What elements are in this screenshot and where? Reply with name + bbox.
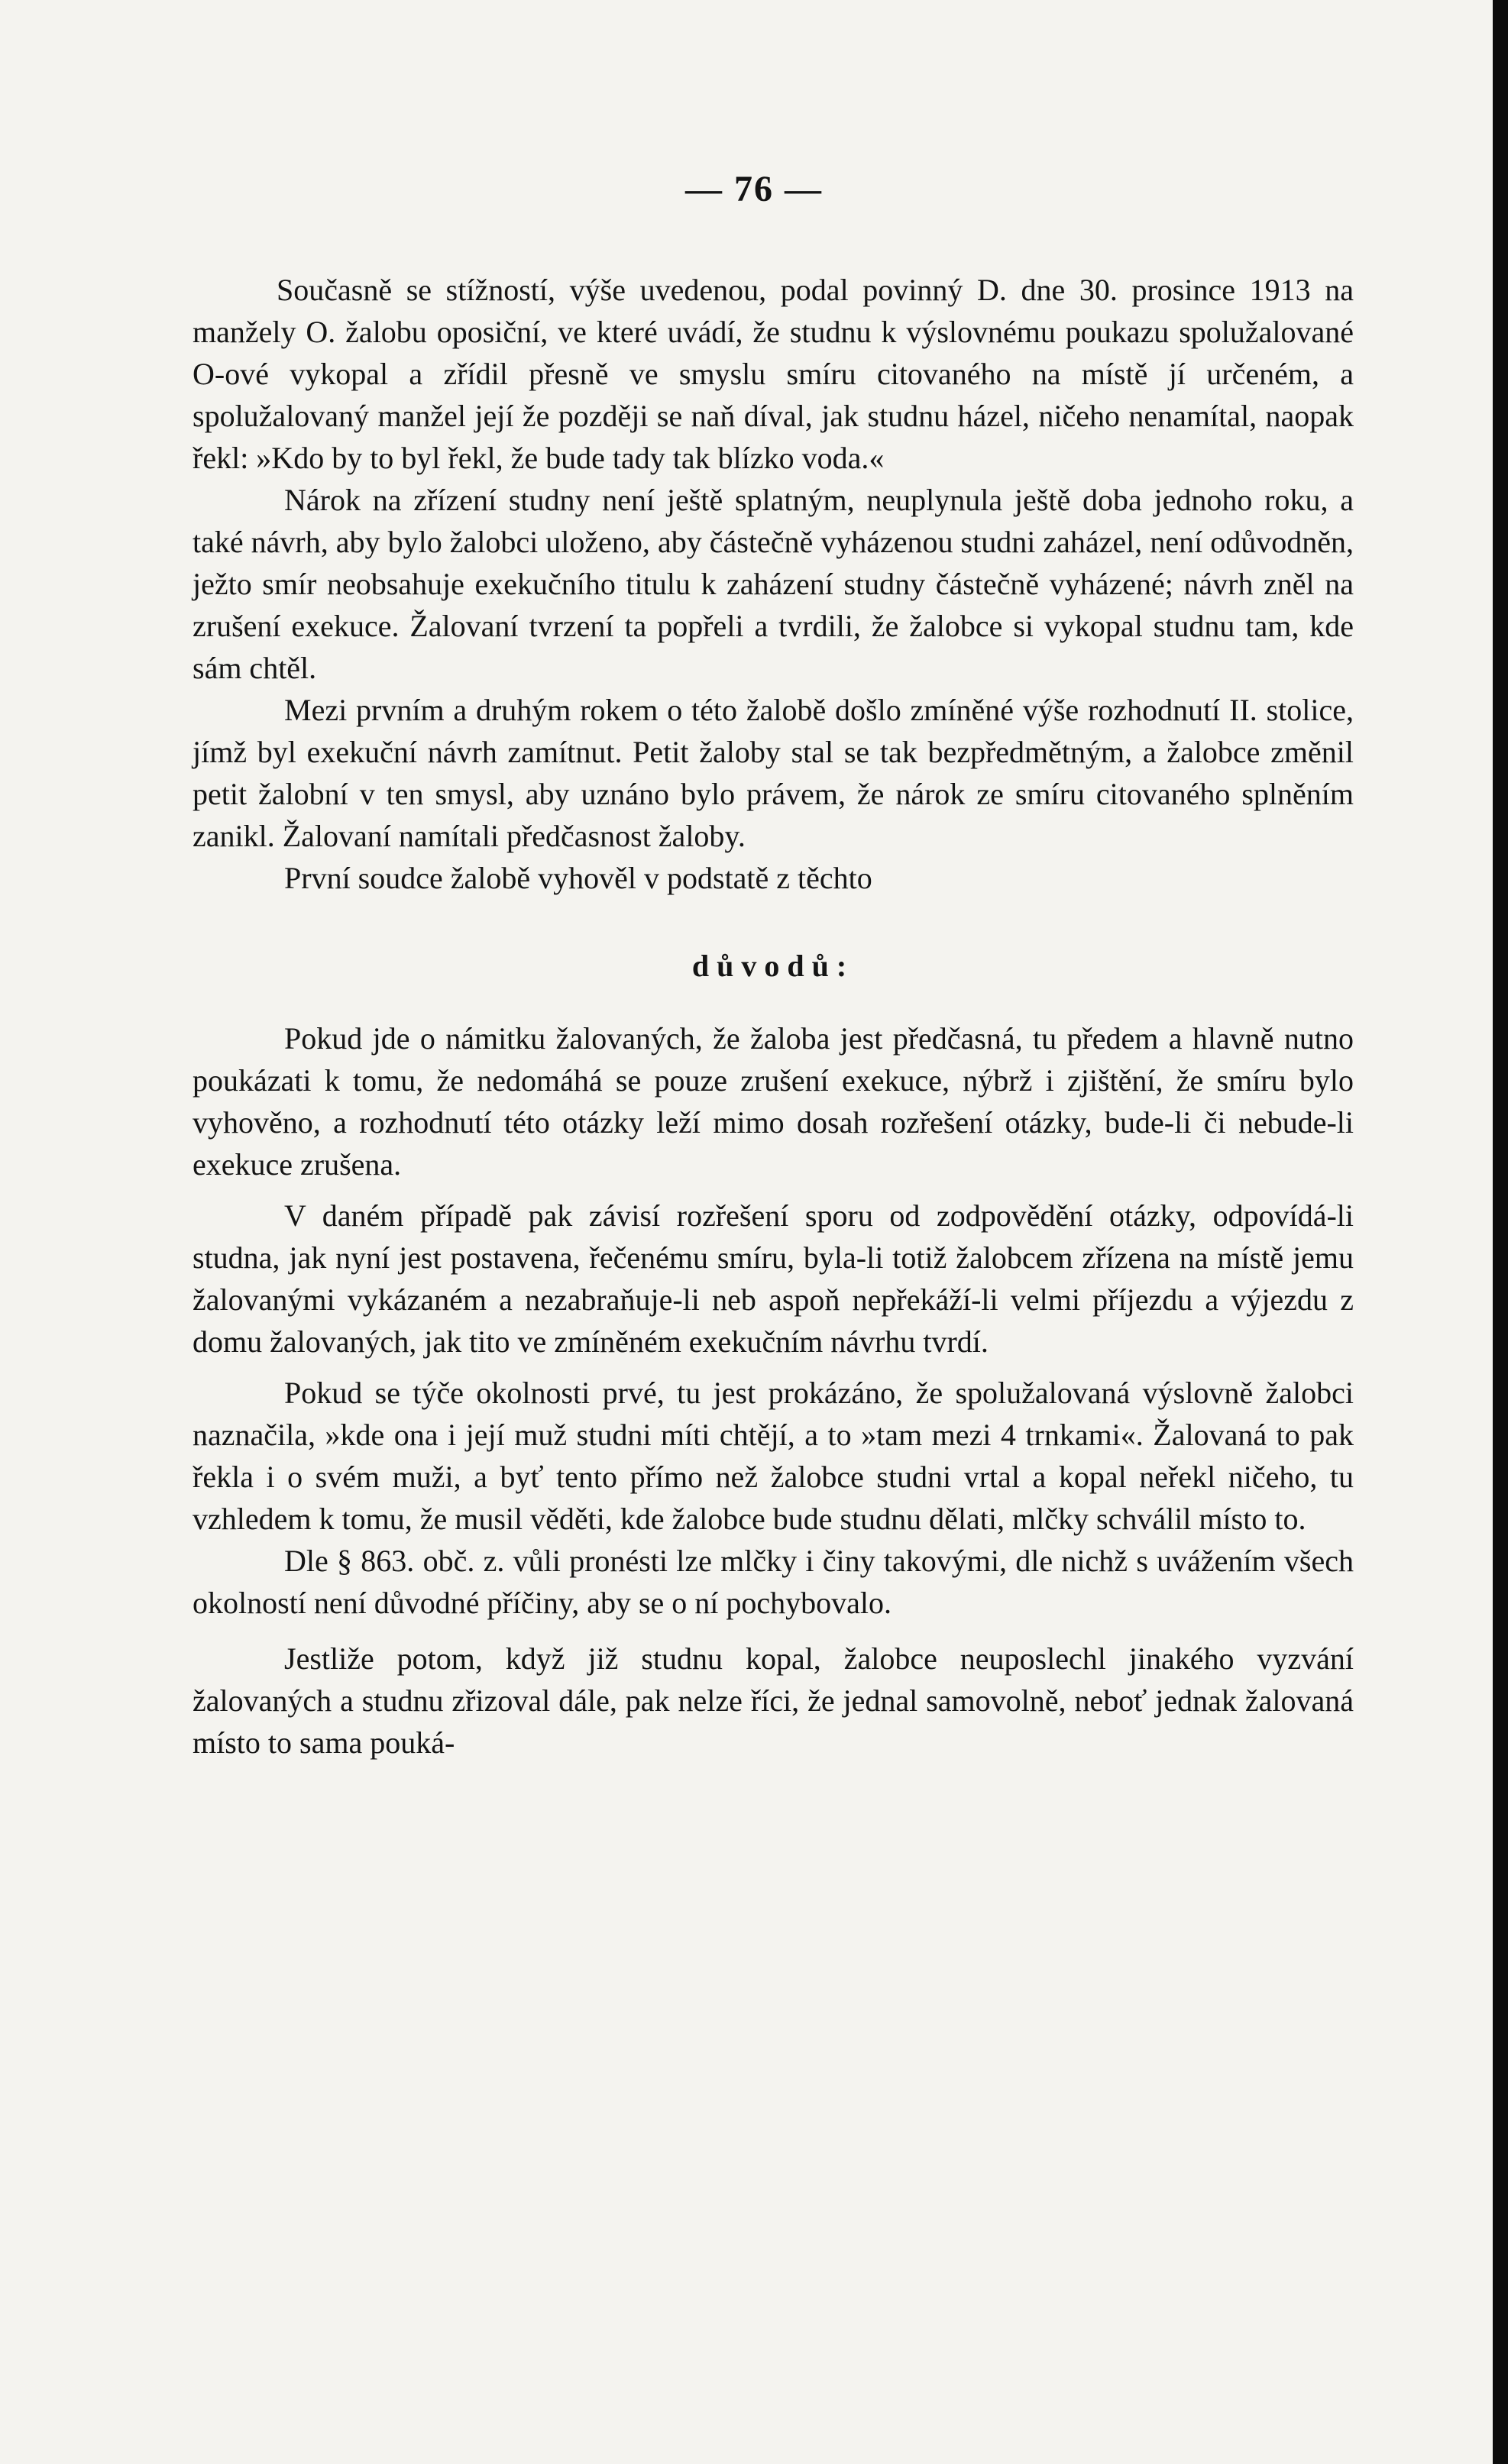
paragraph: Pokud se týče okolnosti prvé, tu jest prokázáno, že spolužalovaná výslovně žalobci naznačila, »kde ona i její muž studni míti chtějí, a to »tam mezi 4 trnkami«. Žalovaná to pak řekla i o svém muži, a byť tento přímo než žalobce studni vrtal a kopal neřekl ničeho, tu vzhledem k tomu, že musil věděti, kde žalobce bude studnu dělati, mlčky schválil místo to. bbox=[193, 1376, 1354, 1536]
paragraph: V daném případě pak závisí rozřešení sporu od zodpovědění otázky, odpovídá-li studna, jak nyní jest postavena, řečenému smíru, byla-li totiž žalobcem zřízena na místě jemu žalovanými vykázaném a nezabraňuje-li neb aspoň nepřekáží-li velmi příjezdu a výjezdu z domu žalovaných, jak tito ve zmíněném exekučním návrhu tvrdí. bbox=[193, 1198, 1354, 1359]
section-heading: důvodů: bbox=[691, 949, 855, 983]
page-number: — 76 — bbox=[685, 169, 823, 209]
scan-edge bbox=[1493, 0, 1508, 2464]
paragraph: Mezi prvním a druhým rokem o této žalobě došlo zmíněné výše rozhodnutí II. stolice, jímž byl exekuční návrh zamítnut. Petit žaloby stal se tak bezpředmětným, a žalobce změnil petit žalobní v ten smysl, aby uznáno bylo právem, že nárok ze smíru citovaného splněním zanikl. Žalovaní namítali předčasnost žaloby. bbox=[193, 693, 1354, 853]
paragraph: Dle § 863. obč. z. vůli pronésti lze mlčky i činy takovými, dle nichž s uvážením všech okolností není důvodné příčiny, aby se o ní pochybovalo. bbox=[193, 1544, 1354, 1620]
body-text bbox=[193, 269, 1354, 1764]
paragraph: Jestliže potom, když již studnu kopal, žalobce neuposlechl jinakého vyzvání žalovaných a studnu zřizoval dále, pak nelze říci, že jednal samovolně, neboť jednak žalovaná místo to sama pouká- bbox=[193, 1641, 1354, 1760]
paragraph: Současně se stížností, výše uvedenou, podal povinný D. dne 30. prosince 1913 na manžely O. žalobu oposiční, ve které uvádí, že studnu k výslovnému poukazu spolužalované O-ové vykopal a zřídil přesně ve smyslu smíru citovaného na místě jí určeném, a spolužalovaný manžel její že později se naň díval, jak studnu házel, ničeho nenamítal, naopak řekl: »Kdo by to byl řekl, že bude tady tak blízko voda.« bbox=[193, 273, 1354, 475]
paragraph: První soudce žalobě vyhověl v podstatě z těchto bbox=[284, 861, 872, 895]
paragraph: Nárok na zřízení studny není ještě splatným, neuplynula ještě doba jednoho roku, a také návrh, aby bylo žalobci uloženo, aby částečně vyházenou studni zaházel, není odůvodněn, ježto smír neobsahuje exekučního titulu k zaházení studny částečně vyházené; návrh zněl na zrušení exekuce. Žalovaní tvrzení ta popřeli a tvrdili, že žalobce si vykopal studnu tam, kde sám chtěl. bbox=[193, 483, 1354, 685]
paragraph: Pokud jde o námitku žalovaných, že žaloba jest předčasná, tu předem a hlavně nutno poukázati k tomu, že nedomáhá se pouze zrušení exekuce, nýbrž i zjištění, že smíru bylo vyhověno, a rozhodnutí této otázky leží mimo dosah rozřešení otázky, bude-li či nebude-li exekuce zrušena. bbox=[193, 1021, 1354, 1182]
